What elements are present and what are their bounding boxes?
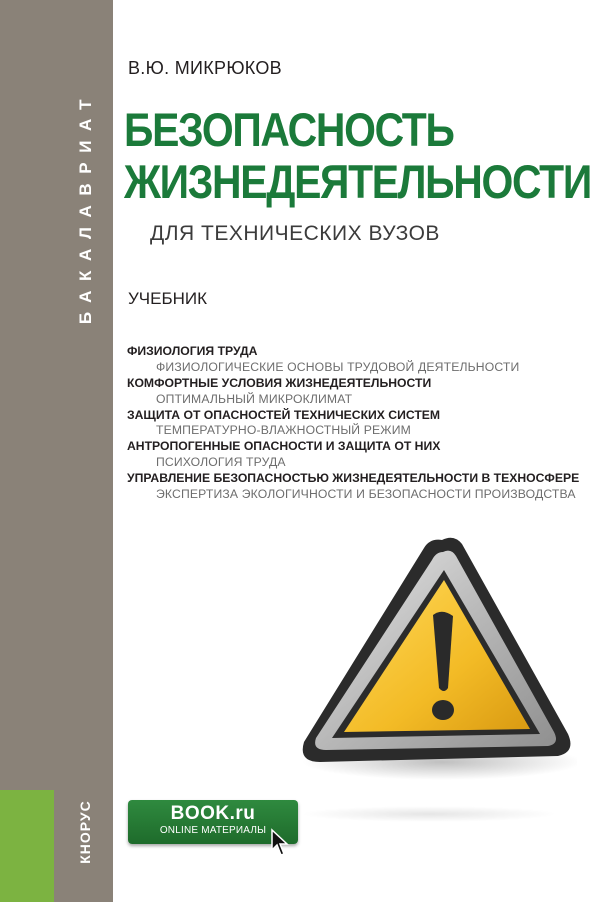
toc-subheading: ФИЗИОЛОГИЧЕСКИЕ ОСНОВЫ ТРУДОВОЙ ДЕЯТЕЛЬНОСТИ	[156, 359, 520, 374]
book-ru-brand: BOOK.ru	[170, 803, 256, 824]
toc-subheading: ПСИХОЛОГИЯ ТРУДА	[156, 455, 286, 470]
toc-subheading: ТЕМПЕРАТУРНО-ВЛАЖНОСТНЫЙ РЕЖИМ	[156, 423, 411, 438]
toc-heading: ФИЗИОЛОГИЯ ТРУДА	[127, 344, 258, 358]
document-type-label: УЧЕБНИК	[128, 289, 208, 308]
book-ru-tagline: ONLINE МАТЕРИАЛЫ	[159, 825, 267, 836]
button-shadow	[300, 806, 558, 822]
toc-heading: ЗАЩИТА ОТ ОПАСНОСТЕЙ ТЕХНИЧЕСКИХ СИСТЕМ	[127, 407, 441, 422]
spine-accent-block	[0, 790, 54, 902]
author-name: В.Ю. МИКРЮКОВ	[128, 58, 282, 78]
series-label: БАКАЛАВРИАТ	[76, 89, 95, 325]
toc-heading: УПРАВЛЕНИЕ БЕЗОПАСНОСТЬЮ ЖИЗНЕДЕЯТЕЛЬНОСТИ В ТЕХНОСФЕРЕ	[127, 471, 580, 486]
book-subtitle: ДЛЯ ТЕХНИЧЕСКИХ ВУЗОВ	[150, 222, 440, 245]
mouse-cursor-icon	[270, 828, 290, 858]
publisher-label: КНОРУС	[77, 800, 93, 864]
toc-heading: КОМФОРТНЫЕ УСЛОВИЯ ЖИЗНЕДЕЯТЕЛЬНОСТИ	[127, 375, 432, 390]
toc-subheading: ОПТИМАЛЬНЫЙ МИКРОКЛИМАТ	[156, 391, 353, 406]
warning-triangle-icon	[292, 530, 577, 785]
toc-subheading: ЭКСПЕРТИЗА ЭКОЛОГИЧНОСТИ И БЕЗОПАСНОСТИ ПРОИЗВОДСТВА	[156, 487, 576, 502]
toc-heading: АНТРОПОГЕННЫЕ ОПАСНОСТИ И ЗАЩИТА ОТ НИХ	[127, 439, 441, 454]
table-of-contents	[127, 344, 597, 503]
book-title-line-1: БЕЗОПАСНОСТЬ	[124, 103, 454, 156]
spine-band	[0, 0, 113, 902]
book-title-line-2: ЖИЗНЕДЕЯТЕЛЬНОСТИ	[124, 155, 591, 208]
